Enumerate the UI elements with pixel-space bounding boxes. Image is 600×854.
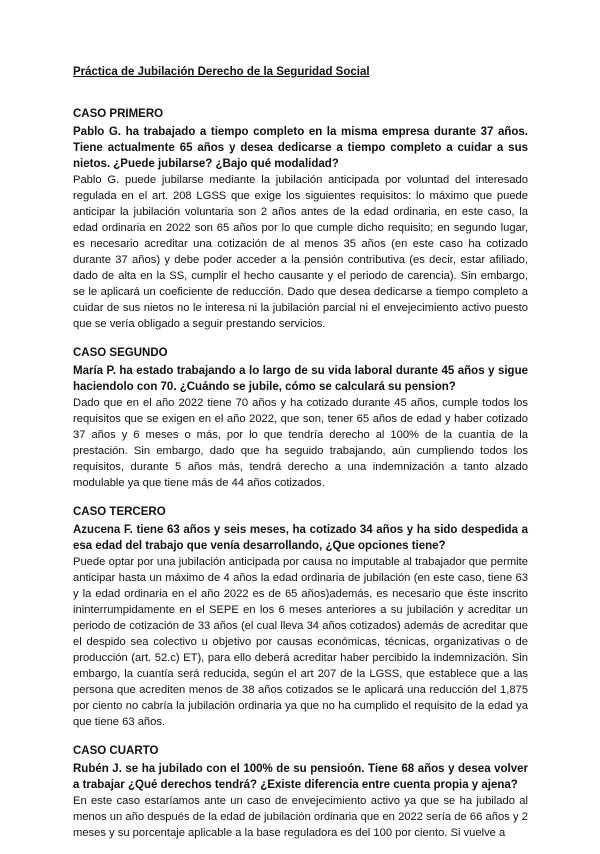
case-cuarto — [73, 743, 528, 841]
case-primero — [73, 106, 528, 332]
case-question: Rubén J. se ha jubilado con el 100% de su pensioón. Tiene 68 años y desea volver a trabajar ¿Qué derechos tendrá? ¿Existe diferencia entre cuenta propia y ajena? — [73, 763, 528, 791]
case-answer: Dado que en el año 2022 tiene 70 años y ha cotizado durante 45 años, cumple todos los requisitos que se exigen en el año 2022, que son, tener 65 años de edad y haber cotizado 37 años y 6 meses o más, por lo que tendría derecho al 100% de la cuantía de la prestación. Sin embargo, dado que ha seguido trabajando, aún cumpliendo todos los requisitos, durante 5 años más, tendrá derecho a una indemnización a tanto alzado modulable ya que tiene más de 44 años cotizados. — [73, 397, 528, 489]
case-segundo — [73, 345, 528, 491]
case-heading: CASO SEGUNDO — [73, 347, 168, 359]
case-tercero — [73, 504, 528, 730]
case-heading: CASO CUARTO — [73, 745, 159, 757]
document-title: Práctica de Jubilación Derecho de la Seguridad Social — [73, 66, 370, 78]
case-question: María P. ha estado trabajando a lo largo de su vida laboral durante 45 años y sigue haciendolo con 70. ¿Cuándo se jubile, cómo se calculará su pension? — [73, 365, 528, 393]
case-question: Pablo G. ha trabajado a tiempo completo en la misma empresa durante 37 años. Tiene actualmente 65 años y desea dedicarse a tiempo completo a cuidar a sus nietos. ¿Puede jubilarse? ¿Bajo qué modalidad? — [73, 126, 528, 170]
case-answer: Pablo G. puede jubilarse mediante la jubilación anticipada por voluntad del interesado regulada en el art. 208 LGSS que exige los siguientes requisitos: lo máximo que puede anticipar la jubilación voluntaria son 2 años antes de la edad ordinaria, en este caso, la edad ordinaria en 2022 son 65 años por lo que cumple dicho requisito; en segundo lugar, es necesario acreditar una cotización de al menos 35 años (en este caso ha cotizado durante 37 años) y debe poder acceder a la pensión contributiva (es decir, estar afiliado, dado de alta en la SS, cumplir el hecho causante y el periodo de carencia). Sin embargo, se le aplicará un coeficiente de reducción. Dado que desea dedicarse a tiempo completo a cuidar de sus nietos no le interesa ni la jubilación parcial ni el envejecimiento activo puesto que se vería obligado a seguir prestando servicios. — [73, 174, 528, 330]
case-answer: Puede optar por una jubilación anticipada por causa no imputable al trabajador que permite anticipar hasta un máximo de 4 años la edad ordinaria de jubilación (en este caso, tiene 63 y la edad ordinaria en el año 2022 es de 65 años)además, es necesario que éste inscrito ininterrumpidamente en el SEPE en los 6 meses anteriores a su jubilación y acreditar un periodo de cotización de 33 años (el cual lleva 34 años cotizados) además de acreditar que el despido sea colectivo u objetivo por causas económicas, técnicas, organizativas o de producción (art. 52.c) ET), para ello deberá acreditar haber percibido la indemnización. Sin embargo, la cuantía será reducida, según el art 207 de la LGSS, que establece que a las persona que acrediten menos de 38 años cotizados se le aplicará una reducción del 1,875 por ciento no cabría la jubilación ordinaria ya que no ha cumplido el requisito de la edad ya que tiene 63 años. — [73, 556, 528, 728]
case-heading: CASO PRIMERO — [73, 108, 164, 120]
case-heading: CASO TERCERO — [73, 506, 166, 518]
case-answer: En este caso estaríamos ante un caso de envejecimiento activo ya que se ha jubilado al menos un año después de la edad de jubilación ordinaria que en 2022 sería de 66 años y 2 meses y su porcentaje aplicable a la base reguladora es del 100 por ciento. Si vuelve a — [73, 795, 528, 839]
case-question: Azucena F. tiene 63 años y seis meses, ha cotizado 34 años y ha sido despedida a esa edad del trabajo que venía desarrollando, ¿Que opciones tiene? — [73, 524, 528, 552]
document-content — [73, 64, 528, 854]
